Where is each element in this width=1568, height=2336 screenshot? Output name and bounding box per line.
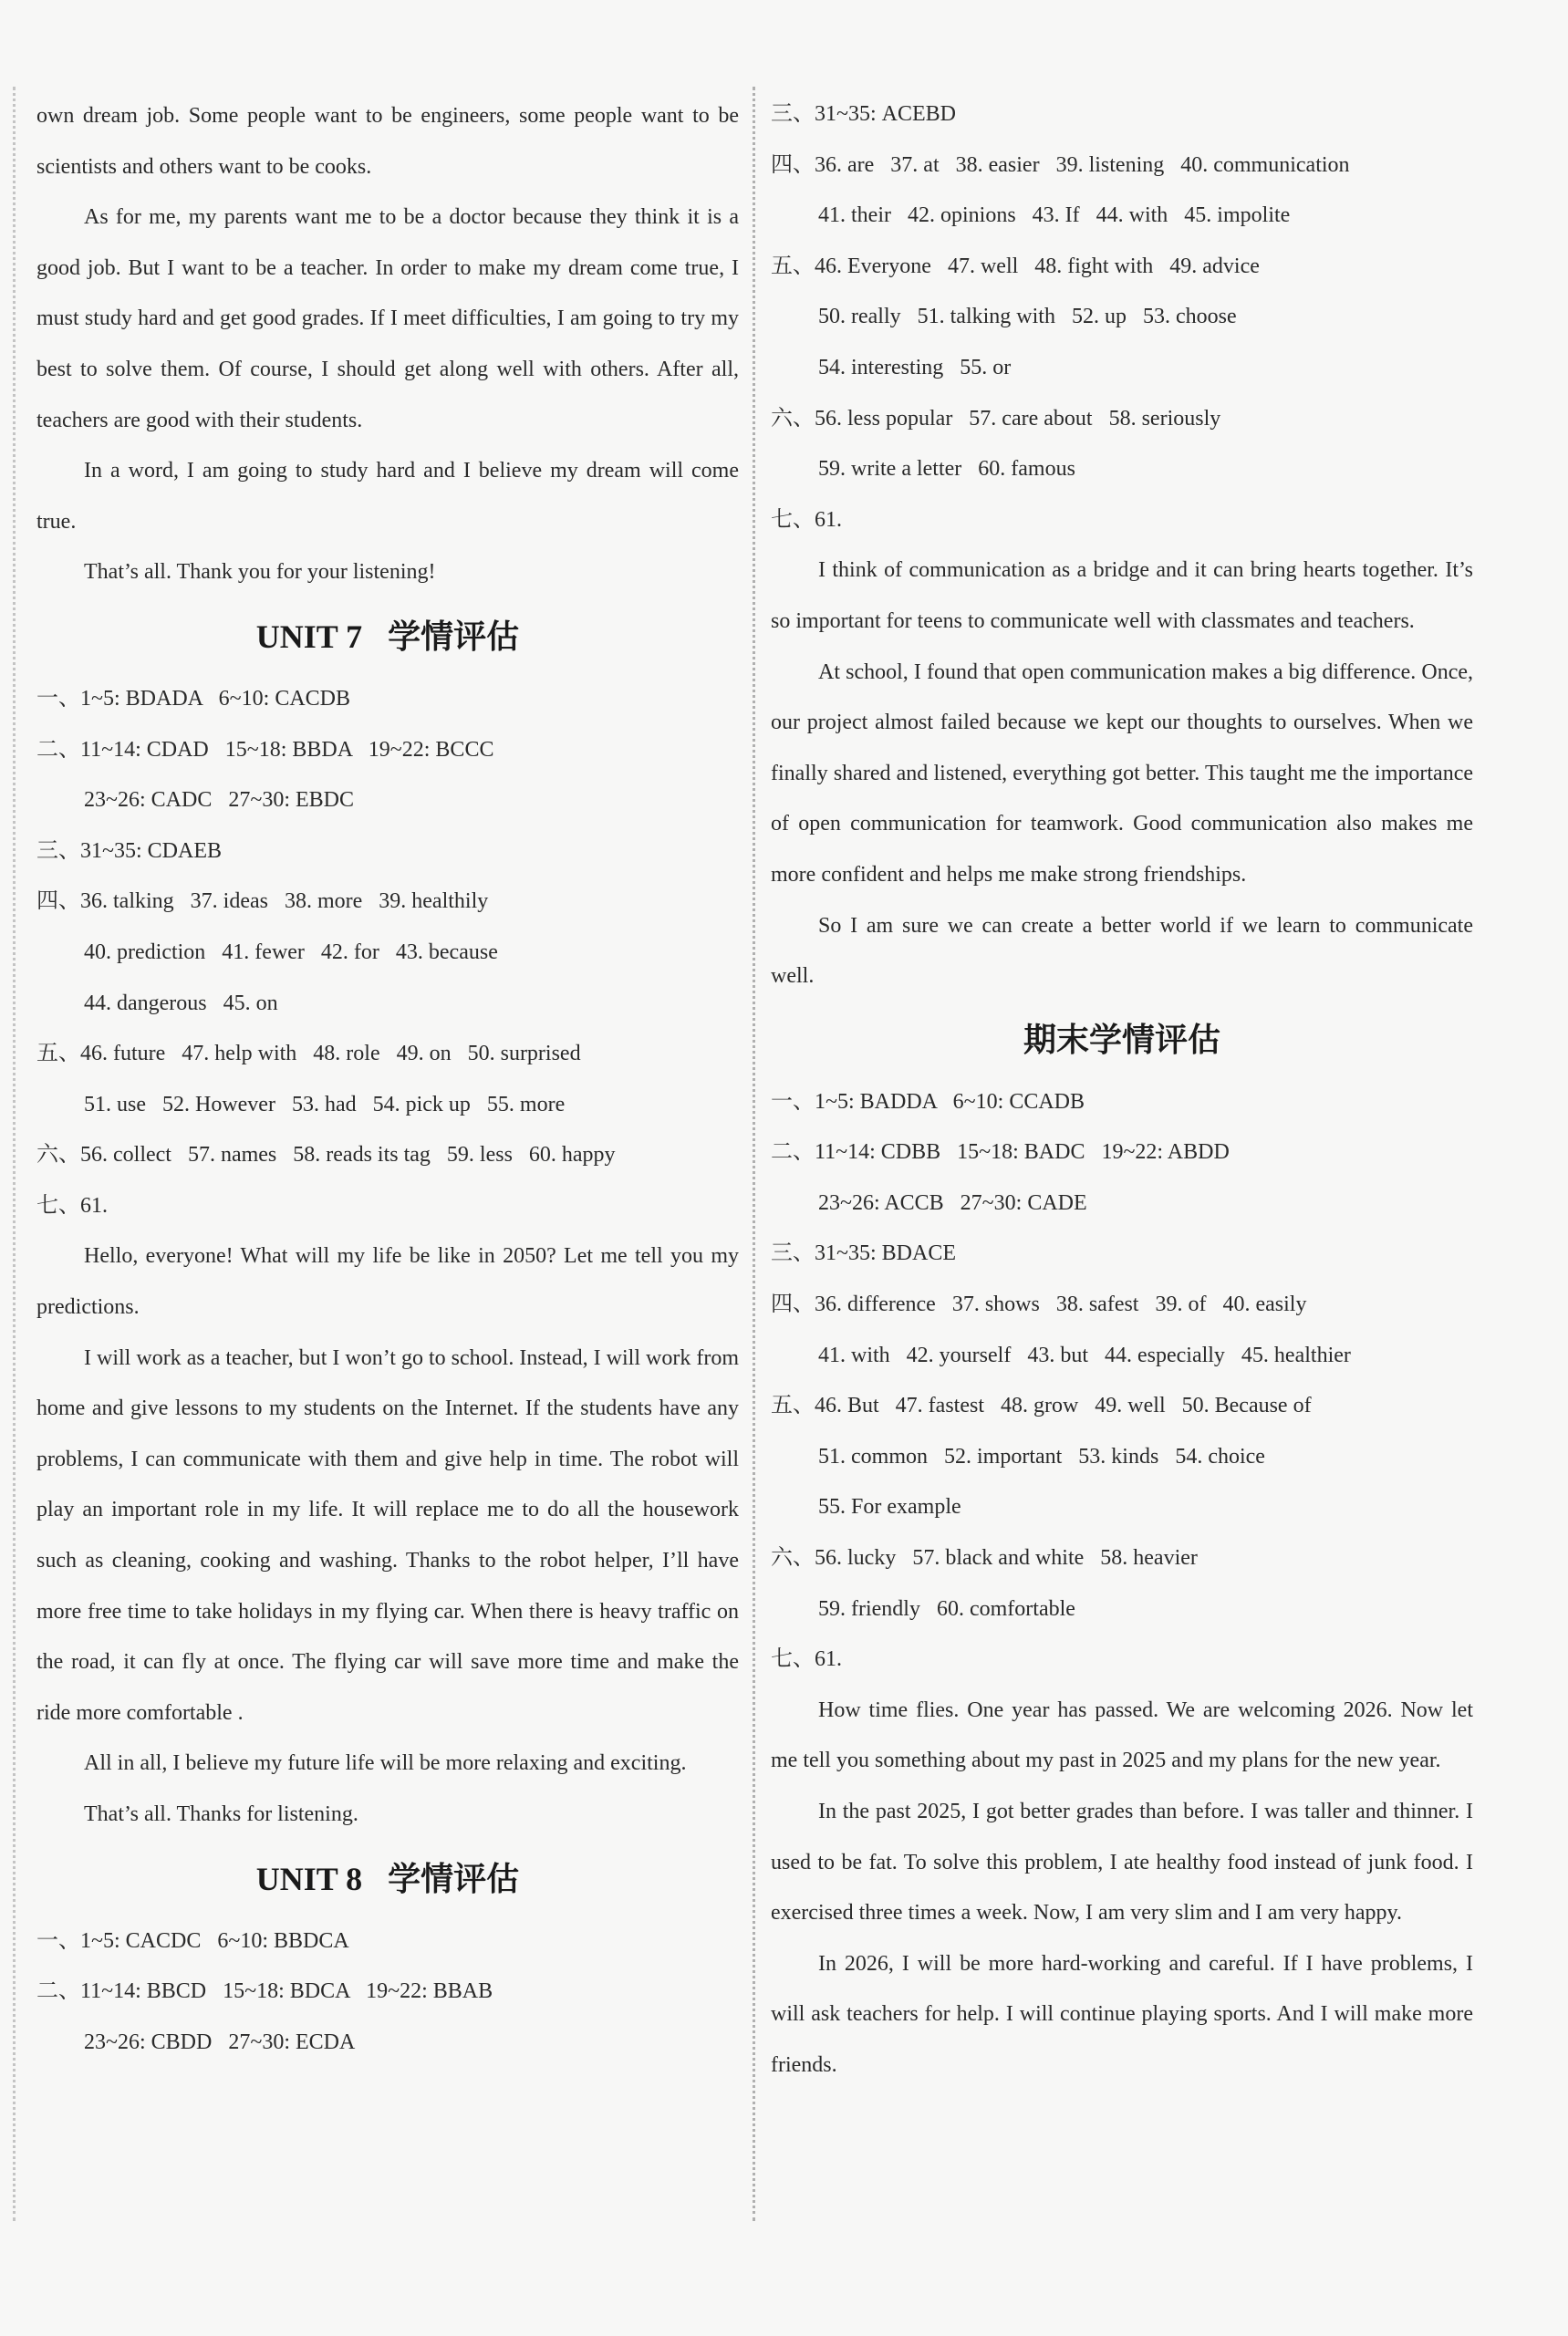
answer-line: 五、46. Everyone 47. well 48. fight with 49. advice: [771, 254, 1260, 278]
answer-line: 二、11~14: CDAD 15~18: BBDA 19~22: BCCC: [36, 737, 494, 762]
essay-paragraph: In the past 2025, I got better grades than before. I was taller and thinner. I used to be fat. To solve this problem, I ate healthy food instead of junk food. I exercised three times a week. Now, I am very slim and I am very happy.: [771, 1800, 1473, 1926]
essay-paragraph: As for me, my parents want me to be a doctor because they think it is a good job. But I want to be a teacher. In order to make my dream come true, I must study hard and get good grades. If I meet difficulties, I am going to try my best to solve them. Of course, I should get along well with others. After all, teachers are good with their students.: [36, 205, 739, 432]
answer-line: 四、36. difference 37. shows 38. safest 39. of 40. easily: [771, 1293, 1307, 1317]
essay-paragraph: In 2026, I will be more hard-working and careful. If I have problems, I will ask teachers for help. I will continue playing sports. And I will make more friends.: [771, 1951, 1473, 2077]
answer-line: 六、56. less popular 57. care about 58. seriously: [771, 406, 1221, 431]
essay-paragraph: Hello, everyone! What will my life be like in 2050? Let me tell you my predictions.: [36, 1244, 739, 1320]
left-column: [36, 91, 739, 2068]
unit8-title-en: UNIT 8: [255, 1860, 363, 1897]
unit7-title-en: UNIT 7: [255, 618, 363, 655]
final-heading: [771, 1008, 1473, 1074]
answer-line: 三、31~35: ACEBD: [771, 102, 956, 126]
answer-line: 七、61.: [36, 1193, 108, 1218]
answer-line: 51. use 52. However 53. had 54. pick up 55. more: [84, 1092, 566, 1116]
answer-line: 59. friendly 60. comfortable: [818, 1596, 1075, 1621]
answer-line: 六、56. collect 57. names 58. reads its tag 59. less 60. happy: [36, 1143, 616, 1168]
answer-line: 40. prediction 41. fewer 42. for 43. because: [84, 940, 498, 964]
unit7-title-zh: 学情评估: [388, 618, 520, 656]
answer-line: 23~26: CBDD 27~30: ECDA: [84, 2030, 356, 2054]
answer-line: 55. For example: [818, 1495, 961, 1520]
final-title: 期末学情评估: [1023, 1021, 1220, 1059]
answer-line: 41. with 42. yourself 43. but 44. especially 45. healthier: [818, 1343, 1351, 1367]
right-column: [771, 89, 1473, 2092]
answer-line: 六、56. lucky 57. black and white 58. heavier: [771, 1546, 1198, 1571]
essay-paragraph: At school, I found that open communication makes a big difference. Once, our project almost failed because we kept our thoughts to ourselves. When we finally shared and listened, everything got better. This taught me the importance of open communication for teamwork. Good communication also makes me more confident and helps me make strong friendships.: [771, 659, 1473, 887]
answer-line: 七、61.: [771, 1647, 842, 1672]
column-divider: [753, 87, 755, 2221]
answer-line: 三、31~35: CDAEB: [36, 838, 222, 863]
answer-line: 41. their 42. opinions 43. If 44. with 45. impolite: [818, 203, 1291, 228]
essay-paragraph: own dream job. Some people want to be engineers, some people want to be scientists and others want to be cooks.: [36, 104, 739, 179]
essay-paragraph: I will work as a teacher, but I won’t go to school. Instead, I will work from home and give lessons to my students on the Internet. If the students have any problems, I can communicate with them and give help in time. The robot will play an important role in my life. It will replace me to do all the housework such as cleaning, cooking and washing. Thanks to the robot helper, I’ll have more free time to take holidays in my flying car. When there is heavy traffic on the road, it can fly at once. The flying car will save more time and make the ride more comfortable .: [36, 1345, 739, 1725]
essay-paragraph: So I am sure we can create a better world if we learn to communicate well.: [771, 913, 1473, 989]
answer-line: 二、11~14: BBCD 15~18: BDCA 19~22: BBAB: [36, 1979, 493, 2004]
essay-paragraph: How time flies. One year has passed. We are welcoming 2026. Now let me tell you something about my past in 2025 and my plans for the new year.: [771, 1697, 1473, 1773]
essay-paragraph: I think of communication as a bridge and it can bring hearts together. It’s so important for teens to communicate well with classmates and teachers.: [771, 558, 1473, 633]
answer-line: 59. write a letter 60. famous: [818, 457, 1075, 482]
answer-line: 一、1~5: BADDA 6~10: CCADB: [771, 1089, 1085, 1114]
answer-line: 23~26: CADC 27~30: EBDC: [84, 788, 354, 813]
answer-line: 五、46. But 47. fastest 48. grow 49. well 50. Because of: [771, 1394, 1312, 1418]
essay-paragraph: In a word, I am going to study hard and I believe my dream will come true.: [36, 459, 739, 534]
answer-line: 四、36. talking 37. ideas 38. more 39. healthily: [36, 889, 489, 914]
answer-line: 五、46. future 47. help with 48. role 49. on 50. surprised: [36, 1042, 581, 1066]
answer-line: 七、61.: [771, 507, 842, 532]
left-margin-dots: [13, 87, 16, 2221]
answer-line: 一、1~5: BDADA 6~10: CACDB: [36, 686, 351, 711]
unit8-title-zh: 学情评估: [388, 1860, 520, 1898]
essay-paragraph: All in all, I believe my future life will be more relaxing and exciting.: [84, 1751, 687, 1776]
unit7-heading: [36, 604, 739, 670]
answer-line: 50. really 51. talking with 52. up 53. choose: [818, 305, 1237, 329]
unit8-heading: [36, 1846, 739, 1913]
answer-line: 54. interesting 55. or: [818, 355, 1012, 379]
answer-line: 三、31~35: BDACE: [771, 1241, 956, 1266]
essay-paragraph: That’s all. Thanks for listening.: [84, 1802, 358, 1826]
answer-line: 二、11~14: CDBB 15~18: BADC 19~22: ABDD: [771, 1140, 1230, 1165]
essay-paragraph: That’s all. Thank you for your listening!: [84, 560, 436, 585]
answer-line: 51. common 52. important 53. kinds 54. choice: [818, 1444, 1265, 1469]
answer-line: 四、36. are 37. at 38. easier 39. listening 40. communication: [771, 152, 1350, 177]
answer-line: 一、1~5: CACDC 6~10: BBDCA: [36, 1928, 349, 1953]
answer-line: 23~26: ACCB 27~30: CADE: [818, 1190, 1087, 1215]
answer-line: 44. dangerous 45. on: [84, 991, 278, 1015]
